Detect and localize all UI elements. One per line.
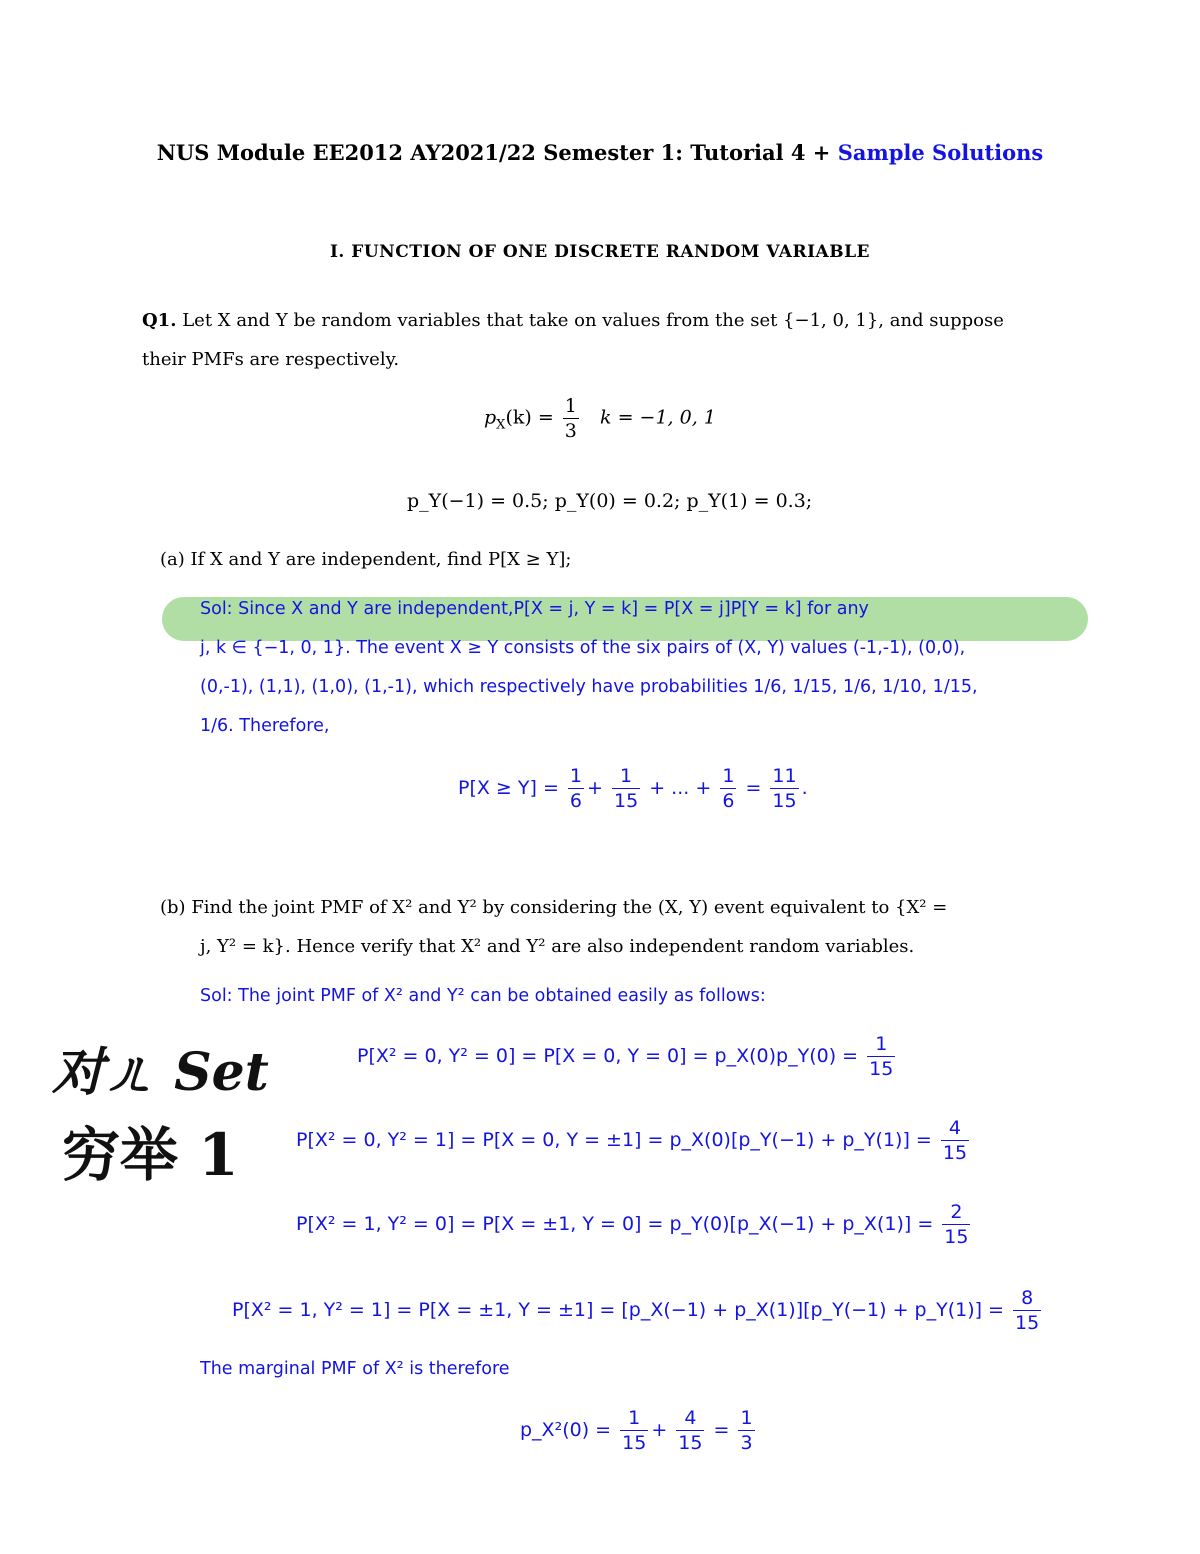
pa-f4-den: 15 <box>772 790 797 812</box>
part-a-question <box>160 540 1060 579</box>
joint-eq-1-num: 1 <box>867 1032 895 1057</box>
joint-eq-3-text: P[X² = 1, Y² = 0] = P[X = ±1, Y = 0] = p_Y(0)[p_X(−1) + p_X(1)] = <box>296 1213 934 1235</box>
q1-question <box>142 301 1062 379</box>
joint-pmf-eq-4 <box>232 1286 1044 1335</box>
q1-prefix: Q1. <box>142 310 177 331</box>
part-b-line2: j, Y² = k}. Hence verify that X² and Y² are also independent random variables. <box>200 936 915 957</box>
part-b-question <box>160 888 1060 966</box>
part-b-sol-intro: Sol: The joint PMF of X² and Y² can be obtained easily as follows: <box>200 986 766 1006</box>
pa-mid: + ... + <box>649 777 712 799</box>
joint-eq-2-num: 4 <box>941 1116 969 1141</box>
pa-f3-den: 6 <box>722 790 735 812</box>
marginal-frac1 <box>620 1406 648 1455</box>
pa-f4-num: 11 <box>772 765 797 787</box>
pa-frac1 <box>568 764 584 813</box>
handwritten-note-line1: 对ㄦ Set <box>52 1042 269 1103</box>
joint-eq-4-text: P[X² = 1, Y² = 1] = P[X = ±1, Y = ±1] = [p_X(−1) + p_X(1)][p_Y(−1) + p_Y(1)] = <box>232 1299 1004 1321</box>
joint-eq-4-frac <box>1013 1286 1041 1335</box>
pa-eq-left: P[X ≥ Y] = <box>458 777 559 799</box>
q1-text-line1: Let X and Y be random variables that take on values from the set {−1, 0, 1}, and suppose <box>182 310 1004 331</box>
pa-eq: = <box>745 777 762 799</box>
joint-eq-4-num: 8 <box>1013 1286 1041 1311</box>
pa-f1-num: 1 <box>569 765 583 787</box>
marginal-intro: The marginal PMF of X² is therefore <box>200 1359 510 1379</box>
page-title <box>0 140 1200 165</box>
part-b-label: (b) <box>160 897 186 918</box>
pa-frac2 <box>612 764 640 813</box>
marginal-pmf-equation <box>520 1406 758 1455</box>
marginal-frac2 <box>676 1406 704 1455</box>
marginal-left: p_X²(0) = <box>520 1419 612 1441</box>
joint-eq-4-den: 15 <box>1015 1312 1040 1334</box>
eq1-sub: X <box>496 417 506 433</box>
joint-eq-2-frac <box>941 1116 969 1165</box>
q1-text-line2: their PMFs are respectively. <box>142 349 400 370</box>
part-a-sol-line3: (0,-1), (1,1), (1,0), (1,-1), which respectively have probabilities 1/6, 1/15, 1/6, 1/10, 1/15, <box>200 677 978 697</box>
eq1-den: 3 <box>564 420 577 442</box>
pa-frac4 <box>770 764 798 813</box>
joint-eq-2-den: 15 <box>942 1142 968 1164</box>
joint-eq-2-text: P[X² = 0, Y² = 1] = P[X = 0, Y = ±1] = p_X(0)[p_Y(−1) + p_Y(1)] = <box>296 1129 932 1151</box>
handwritten-note-line2: 穷举 1 <box>62 1121 239 1189</box>
marginal-frac3 <box>738 1406 754 1455</box>
m-f3-num: 1 <box>740 1407 753 1429</box>
eq1-p: p <box>484 406 497 429</box>
part-a-result-equation <box>458 764 808 813</box>
joint-eq-3-den: 15 <box>944 1226 969 1248</box>
m-f1-num: 1 <box>620 1406 648 1431</box>
joint-eq-1-frac <box>867 1032 895 1081</box>
m-f2-num: 4 <box>676 1406 704 1431</box>
pa-f2-num: 1 <box>612 764 640 789</box>
pa-f3-num: 1 <box>722 765 735 787</box>
m-f2-den: 15 <box>678 1432 703 1454</box>
eq1-right: k = −1, 0, 1 <box>600 406 716 429</box>
eq1-frac <box>563 394 579 443</box>
pa-f2-den: 15 <box>613 790 639 812</box>
joint-pmf-eq-1 <box>357 1032 898 1081</box>
eq1-num: 1 <box>564 395 577 417</box>
m-f3-den: 3 <box>740 1432 753 1454</box>
title-solutions: Sample Solutions <box>837 140 1044 165</box>
part-a-sol-line4: 1/6. Therefore, <box>200 716 330 736</box>
part-a-sol-line1: Sol: Since X and Y are independent,P[X = j, Y = k] = P[X = j]P[Y = k] for any <box>200 599 869 619</box>
pa-plus: + <box>587 777 603 799</box>
part-b-line1: Find the joint PMF of X² and Y² by considering the (X, Y) event equivalent to {X² = <box>191 897 948 918</box>
pa-frac3 <box>720 764 736 813</box>
m-f1-den: 15 <box>622 1432 647 1454</box>
pa-end: . <box>801 777 808 799</box>
title-main: NUS Module EE2012 AY2021/22 Semester 1: Tutorial 4 + <box>156 140 831 165</box>
m-eq: = <box>713 1419 730 1441</box>
part-a-label: (a) <box>160 549 185 570</box>
q1-equation-px <box>484 394 716 443</box>
part-a-text: If X and Y are independent, find P[X ≥ Y]; <box>190 549 572 570</box>
joint-eq-1-text: P[X² = 0, Y² = 0] = P[X = 0, Y = 0] = p_X(0)p_Y(0) = <box>357 1045 859 1067</box>
joint-pmf-eq-2 <box>296 1116 972 1165</box>
m-plus: + <box>651 1419 668 1441</box>
eq1-arg: (k) = <box>505 406 554 429</box>
part-a-solution <box>200 590 1062 746</box>
pa-f1-den: 6 <box>569 790 583 812</box>
joint-pmf-eq-3 <box>296 1200 973 1249</box>
joint-eq-3-frac <box>942 1200 970 1249</box>
joint-eq-3-num: 2 <box>942 1200 970 1225</box>
joint-eq-1-den: 15 <box>869 1058 894 1080</box>
section-heading: I. FUNCTION OF ONE DISCRETE RANDOM VARIABLE <box>329 242 870 262</box>
part-a-sol-line2: j, k ∈ {−1, 0, 1}. The event X ≥ Y consists of the six pairs of (X, Y) values (-1,-1), (0,0), <box>200 638 966 658</box>
q1-equation-py: p_Y(−1) = 0.5; p_Y(0) = 0.2; p_Y(1) = 0.3; <box>407 490 813 512</box>
